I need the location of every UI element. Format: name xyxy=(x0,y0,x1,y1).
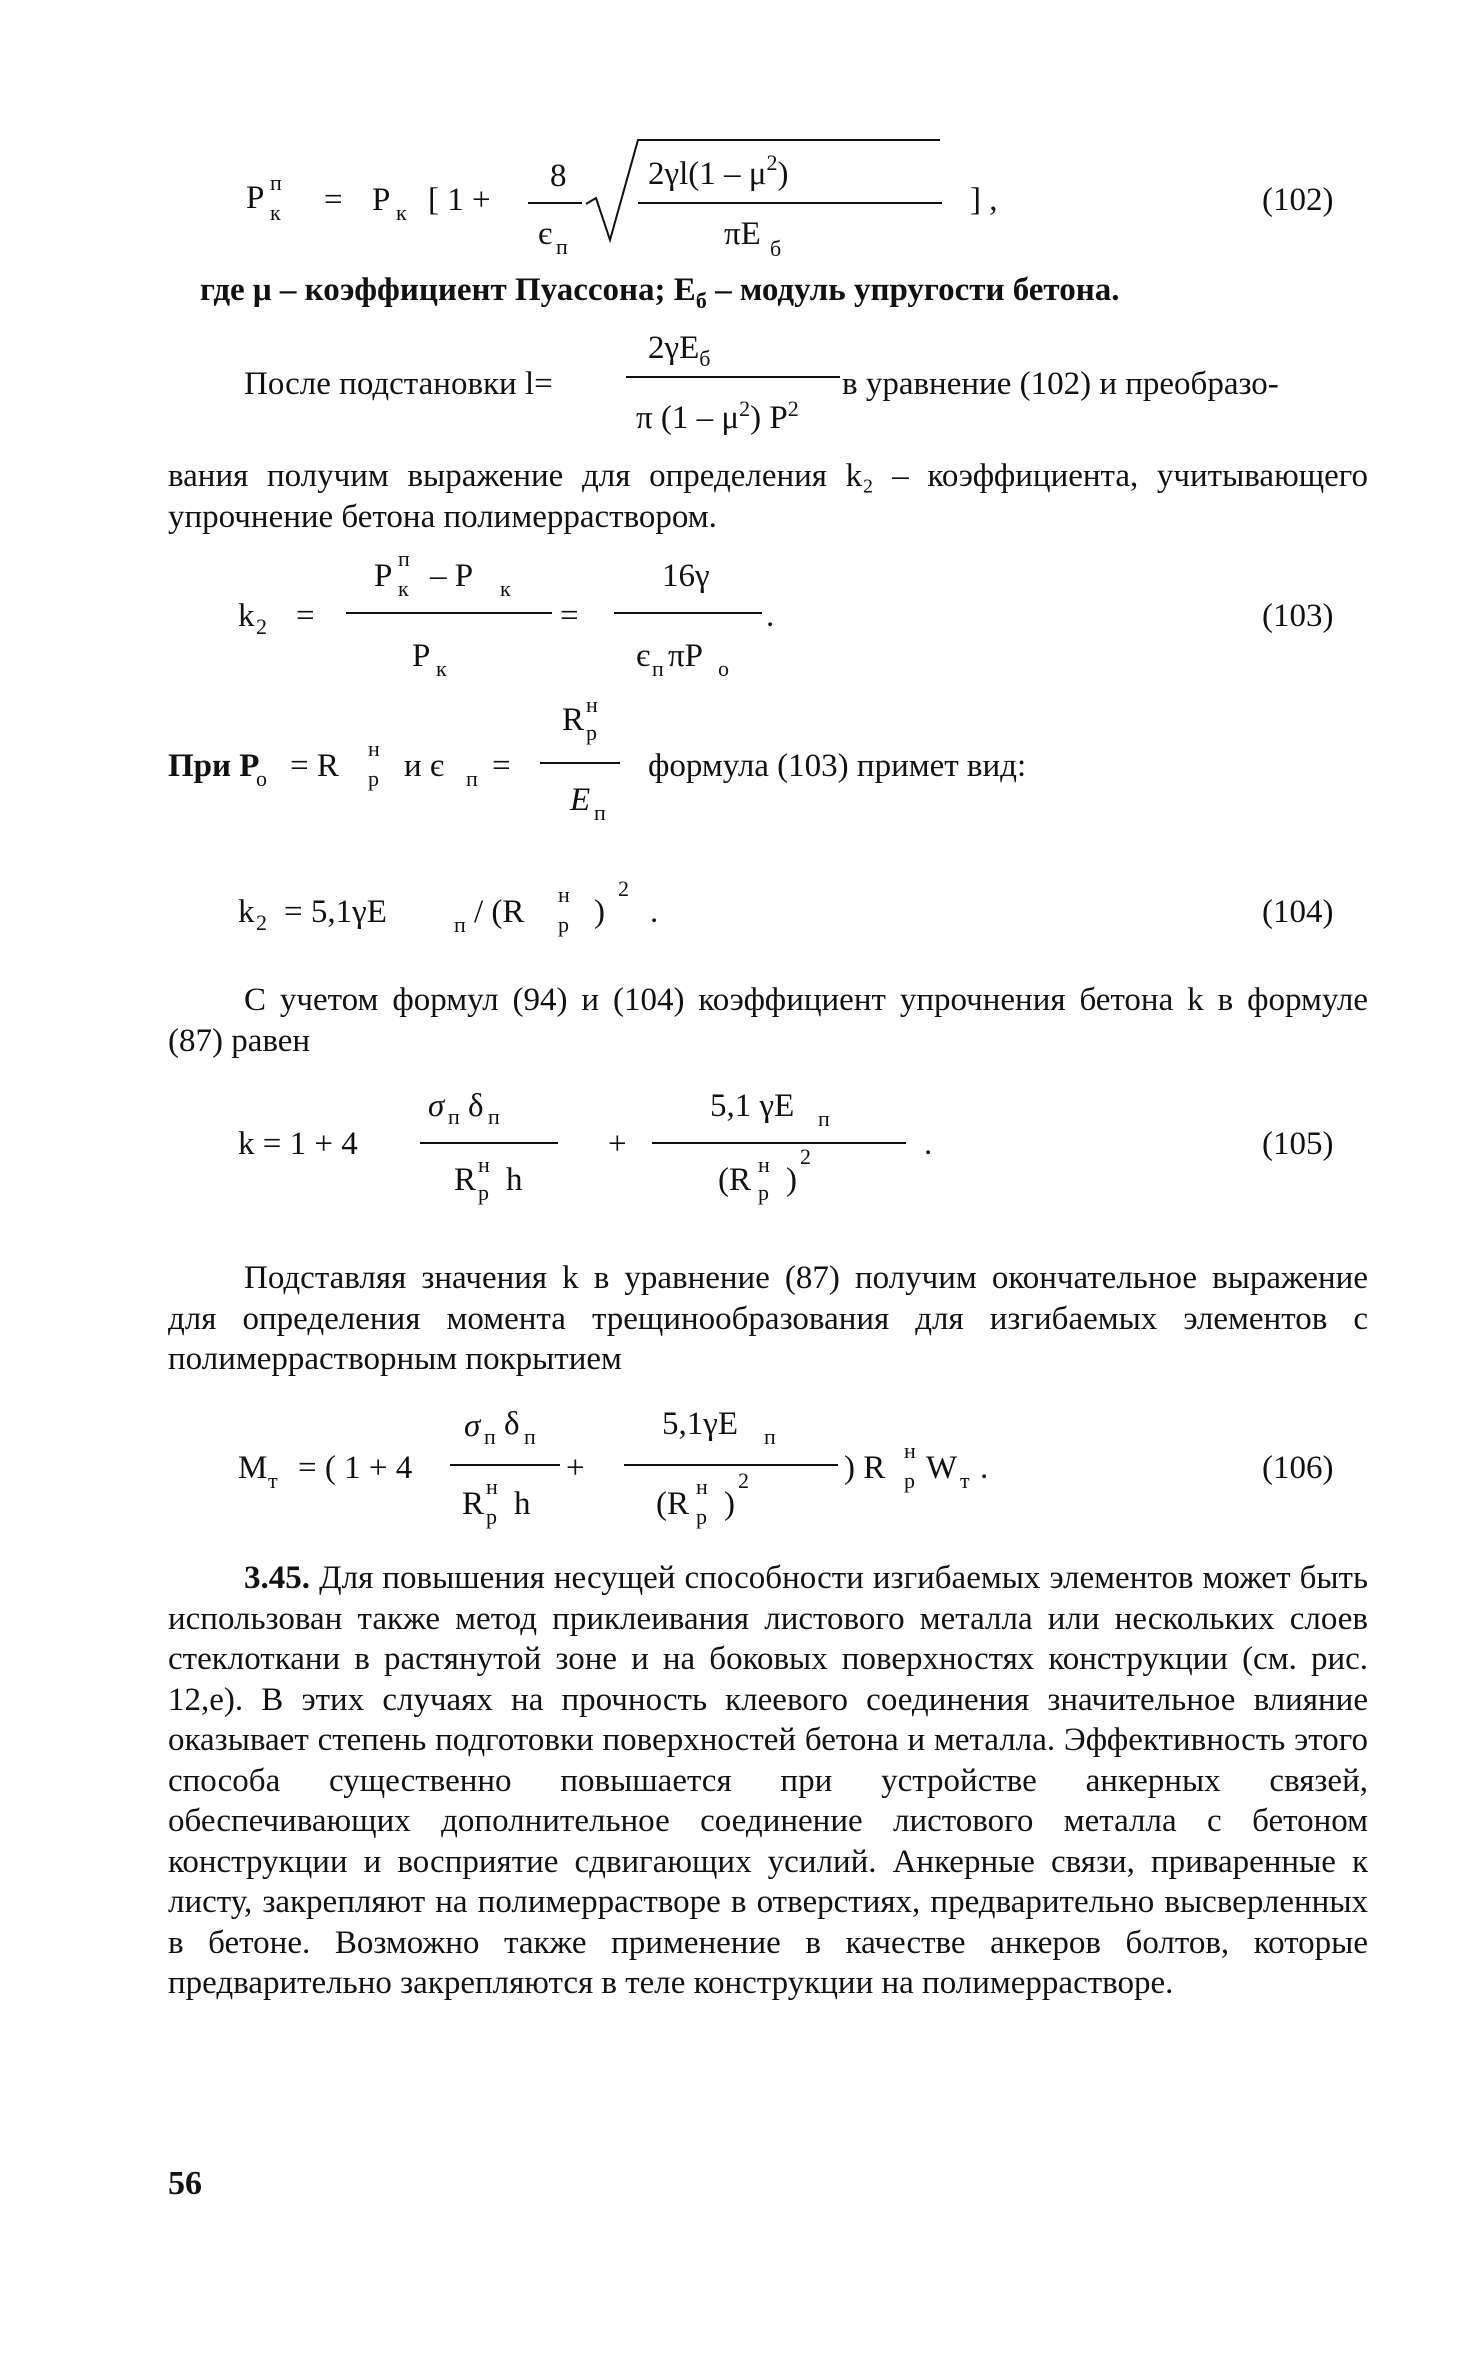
formula-dot: . xyxy=(924,1126,933,1162)
formula-subscript: п xyxy=(488,1104,500,1129)
formula-subscript: o xyxy=(256,766,267,791)
formula-text: – P xyxy=(430,558,474,594)
formula-dot: . xyxy=(766,598,775,634)
formula-superscript: 2 xyxy=(738,1468,749,1493)
formula-subscript: б xyxy=(699,346,711,371)
fraction-numerator: σ xyxy=(464,1408,481,1444)
where-text-end: – модуль упругости бетона. xyxy=(706,272,1120,308)
formula-subscript: п xyxy=(484,1424,496,1449)
fraction-denominator: є xyxy=(538,216,553,252)
fraction-bar xyxy=(540,762,620,764)
formula-subscript: p xyxy=(586,720,597,745)
paragraph-k2: вания получим выражение для определения k₂ – коэффициента, учитывающего упрочнение бетона полимерраствором. xyxy=(168,458,1368,535)
formula-text: = 5,1γE xyxy=(284,894,387,930)
formula-subscript: к xyxy=(500,576,511,601)
formula-text: = ( 1 + 4 xyxy=(298,1450,413,1486)
formula-text: ) R xyxy=(844,1450,886,1486)
fraction-denominator: є xyxy=(636,638,651,674)
paragraph-substitution: Подставляя значения k в уравнение (87) получим окончательное выражение для определения момента трещинообразования для изгибаемых элементов с полимеррастворным покрытием xyxy=(168,1260,1368,1377)
formula-subscript: p xyxy=(558,912,569,937)
radical-numerator: 2γl(1 – μ xyxy=(648,156,767,192)
fraction-denominator: P xyxy=(412,638,431,674)
formula-subscript: п xyxy=(818,1106,830,1131)
formula-bracket: [ 1 + xyxy=(428,182,491,218)
formula-text: δ xyxy=(468,1088,484,1124)
formula-equals: = xyxy=(324,182,343,218)
formula-text: πP xyxy=(668,638,704,674)
formula-superscript: 2 xyxy=(800,1144,811,1169)
formula-text: h xyxy=(514,1486,531,1522)
subst-text: После подстановки l= xyxy=(244,366,553,402)
fraction-numerator: 16γ xyxy=(662,558,710,594)
formula-symbol: P xyxy=(246,180,265,216)
fraction-bar xyxy=(420,1142,558,1144)
fraction-numerator: P xyxy=(374,558,393,594)
square-root-sign xyxy=(584,136,944,248)
formula-subscript: p xyxy=(368,766,379,791)
fraction-bar xyxy=(450,1464,560,1466)
fraction-numerator: 5,1γE xyxy=(662,1406,738,1442)
formula-plus: + xyxy=(608,1126,627,1162)
fraction-bar xyxy=(614,612,762,614)
formula-symbol: W xyxy=(926,1450,958,1486)
formula-plus: + xyxy=(566,1450,585,1486)
fraction-numerator: 5,1 γE xyxy=(710,1088,795,1124)
formula-superscript: н xyxy=(696,1474,708,1499)
formula-superscript: п xyxy=(270,170,282,195)
formula-subscript: т xyxy=(268,1468,278,1493)
radical-denominator: πE xyxy=(724,216,761,252)
formula-superscript: н xyxy=(368,736,380,761)
where-line xyxy=(200,272,1120,313)
fraction-bar xyxy=(528,202,582,204)
formula-superscript: н xyxy=(904,1438,916,1463)
formula-equals: = xyxy=(296,598,315,634)
formula-subscript: б xyxy=(695,288,707,313)
formula-subscript: o xyxy=(718,656,729,681)
formula-text: ) P xyxy=(750,400,788,436)
fraction-denominator: R xyxy=(454,1162,477,1198)
formula-paren: ) xyxy=(594,894,605,930)
equation-number: (103) xyxy=(1262,598,1334,634)
formula-bracket: ] , xyxy=(970,182,998,218)
formula-subscript: п xyxy=(524,1424,536,1449)
formula-text: k = 1 + 4 xyxy=(238,1126,358,1162)
fraction-denominator: π (1 – μ xyxy=(636,400,740,436)
paragraph-k: С учетом формул (94) и (104) коэффициент упрочнения бетона k в формуле (87) равен xyxy=(168,982,1368,1059)
formula-superscript: 2 xyxy=(766,150,778,175)
formula-subscript: p xyxy=(904,1468,915,1493)
formula-subscript: п xyxy=(764,1424,776,1449)
formula-text: и є xyxy=(404,748,445,784)
fraction-numerator: 8 xyxy=(550,158,567,194)
formula-subscript: п xyxy=(556,234,568,259)
formula-subscript: 2 xyxy=(256,614,267,639)
formula-subscript: п xyxy=(466,766,478,791)
formula-subscript: б xyxy=(770,236,782,261)
formula-text: = R xyxy=(290,748,339,784)
section-3-45 xyxy=(168,1558,1368,2004)
formula-subscript: к xyxy=(398,576,409,601)
fraction-bar xyxy=(626,376,840,378)
formula-subscript: p xyxy=(478,1180,489,1205)
formula-subscript: п xyxy=(454,912,466,937)
fraction-numerator: R xyxy=(562,702,585,738)
formula-symbol: k xyxy=(238,894,255,930)
formula-subscript: т xyxy=(960,1468,970,1493)
fraction-bar xyxy=(346,612,552,614)
formula-paren: ) xyxy=(786,1162,797,1198)
formula-subscript: p xyxy=(696,1504,707,1529)
formula-symbol: k xyxy=(238,598,255,634)
formula-equals: = xyxy=(492,748,511,784)
section-text: Для повышения несущей способности изгибаемых элементов может быть использован также метод приклеивания листового металла или нескольких слоев стеклоткани в растянутой зоне и на боковых поверхностях конструкции (см. рис. 12,е). В этих случаях на прочность клеевого соединения значительное влияние оказывает степень подготовки поверхностей бетона и металла. Эффективность этого способа существенно повышается при устройстве анкерных связей, обеспечивающих дополнительное соединение листового металла с бетоном конструкции и восприятие сдвигающих усилий. Анкерные связи, приваренные к листу, закрепляют на полимеррастворе в отверстиях, предварительно высверленных в бетоне. Возможно также применение в качестве анкеров болтов, которые предварительно закрепляются в теле конструкции на полимеррастворе. xyxy=(168,1560,1369,2001)
formula-dot: . xyxy=(650,894,659,930)
fraction-bar xyxy=(624,1464,838,1466)
fraction-denominator: R xyxy=(462,1486,485,1522)
where-text: где μ – коэффициент Пуассона; E xyxy=(200,272,696,308)
formula-subscript: p xyxy=(486,1504,497,1529)
formula-superscript: 2 xyxy=(787,396,799,421)
subst-text-end: в уравнение (102) и преобразо- xyxy=(842,366,1279,402)
fraction-numerator: 2γE xyxy=(648,330,700,366)
fraction-bar xyxy=(652,1142,906,1144)
equation-number: (105) xyxy=(1262,1126,1334,1162)
formula-superscript: н xyxy=(558,882,570,907)
formula-superscript: н xyxy=(478,1152,490,1177)
formula-equals: = xyxy=(560,598,579,634)
equation-number: (102) xyxy=(1262,182,1334,218)
formula-text: / (R xyxy=(474,894,525,930)
formula-subscript: п xyxy=(448,1104,460,1129)
formula-text: δ xyxy=(504,1406,520,1442)
formula-paren: ) xyxy=(724,1486,735,1522)
formula-subscript: п xyxy=(594,800,606,825)
formula-symbol: P xyxy=(372,182,391,218)
formula-subscript: p xyxy=(758,1180,769,1205)
formula-subscript: к xyxy=(436,656,447,681)
formula-superscript: 2 xyxy=(618,876,629,901)
formula-superscript: н xyxy=(758,1152,770,1177)
formula-dot: . xyxy=(980,1450,989,1486)
equation-number: (106) xyxy=(1262,1450,1334,1486)
formula-subscript: 2 xyxy=(256,910,267,935)
formula-paren: ) xyxy=(777,156,789,192)
formula-superscript: н xyxy=(486,1474,498,1499)
fraction-denominator: (R xyxy=(656,1486,689,1522)
fraction-numerator: σ xyxy=(428,1088,445,1124)
condition-text: При P xyxy=(168,748,260,784)
formula-superscript: н xyxy=(586,692,598,717)
condition-text-end: формула (103) примет вид: xyxy=(648,748,1027,784)
formula-superscript: 2 xyxy=(739,396,751,421)
formula-subscript: к xyxy=(270,200,281,225)
section-number: 3.45. xyxy=(244,1560,310,1596)
fraction-denominator: (R xyxy=(718,1162,751,1198)
formula-text: h xyxy=(506,1162,523,1198)
formula-superscript: п xyxy=(398,546,410,571)
equation-number: (104) xyxy=(1262,894,1334,930)
page-number: 56 xyxy=(168,2165,202,2202)
fraction-denominator: E xyxy=(570,782,591,818)
formula-subscript: п xyxy=(652,656,664,681)
fraction-bar xyxy=(638,202,942,204)
formula-subscript: к xyxy=(396,200,407,225)
formula-symbol: M xyxy=(238,1450,268,1486)
